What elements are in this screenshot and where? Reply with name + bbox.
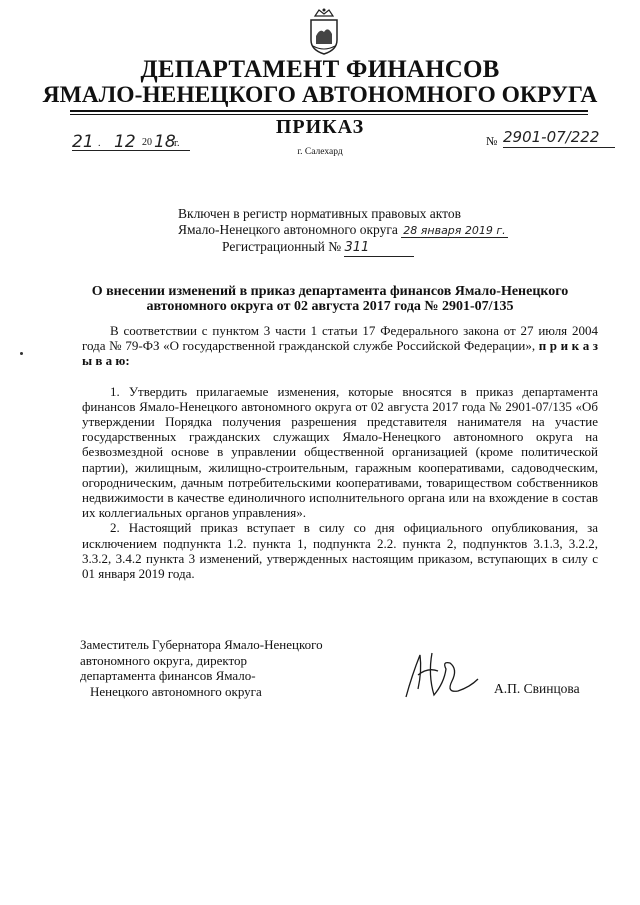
registration-line1: Включен в регистр нормативных правовых актов [178, 206, 462, 221]
header-divider-thick [70, 110, 588, 112]
registration-number-label: Регистрационный № [222, 239, 342, 254]
signer-position [80, 637, 370, 699]
preamble-text: В соответствии с пунктом 3 части 1 статьи 17 Федерального закона от 27 июля 2004 года № 79-ФЗ «О государственной гражданской службе Российской Федерации», [82, 323, 598, 354]
margin-dot [20, 352, 23, 355]
signer-position-line3: департамента финансов Ямало- [80, 668, 256, 684]
date-month-handwritten: 12 [114, 132, 136, 152]
document-type-title: ПРИКАЗ [275, 116, 365, 138]
date-separator: . [98, 138, 101, 149]
order-body [82, 323, 598, 581]
registration-line2 [178, 222, 598, 239]
number-prefix: № [486, 134, 498, 148]
order-title [60, 284, 600, 314]
order-word: п р и к а з ы в а ю: [82, 338, 598, 369]
header-divider-thin [70, 114, 588, 115]
signer-name: А.П. Свинцова [494, 681, 580, 696]
date-day-handwritten: 21 [72, 132, 94, 152]
department-name-line2: ЯМАЛО-НЕНЕЦКОГО АВТОНОМНОГО ОКРУГА [42, 82, 598, 108]
city-label: г. Салехард [297, 147, 343, 157]
registration-date-handwritten: 28 января 2019 г. [403, 224, 506, 237]
date-suffix: г. [174, 138, 180, 149]
signer-position-line2: автономного округа, директор [80, 652, 247, 668]
item-1-paragraph: 1. Утвердить прилагаемые изменения, которые вносятся в приказ департамента финансов Ямало-Ненецкого автономного округа от 02 августа 2017 года № 2901-07/135 «Об утверждении Порядка получения разрешения представителя нанимателя на участие государственных гражданских служащих Ямало-Ненецкого автономного округа на безвозмездной основе в управлении общественной организацией (кроме политической партии), жилищным, жилищно-строительным, гаражным кооперативами, садоводческим, огородническим, дачным потребительскими кооперативами, товариществом собственников недвижимости в качестве единоличного исполнительного органа или на вхождение в состав их коллегиальных органов управления». [82, 383, 598, 521]
order-title-line1: О внесении изменений в приказ департамента финансов Ямало-Ненецкого [91, 284, 569, 299]
registration-number-handwritten: 311 [344, 240, 414, 257]
signer-position-line4: Ненецкого автономного округа [90, 683, 262, 699]
signer-position-line1: Заместитель Губернатора Ямало-Ненецкого [80, 637, 323, 652]
registration-line3 [178, 239, 598, 257]
registration-note [178, 206, 598, 257]
order-title-line2: автономного округа от 02 августа 2017 года № 2901-07/135 [146, 299, 514, 314]
handwritten-signature [398, 645, 488, 705]
department-name-line1: ДЕПАРТАМЕНТ ФИНАНСОВ [140, 56, 500, 83]
item-2-paragraph: 2. Настоящий приказ вступает в силу со дня официального опубликования, за исключением подпункта 1.2. пункта 1, подпункта 2.2. пункта 2, подпунктов 3.1.3, 3.2.2, 3.3.2, 3.4.2 пункта 3 изменений, утвержденных настоящим приказом, вступающих в силу с 01 января 2019 года. [82, 520, 598, 582]
number-value-handwritten: 2901-07/222 [503, 128, 600, 146]
registration-line2-text: Ямало-Ненецкого автономного округа [178, 222, 398, 237]
coat-of-arms-emblem [303, 6, 345, 56]
preamble-paragraph [82, 323, 598, 369]
date-year-handwritten: 18 [154, 132, 176, 152]
date-year-prefix: 20 [142, 137, 152, 148]
